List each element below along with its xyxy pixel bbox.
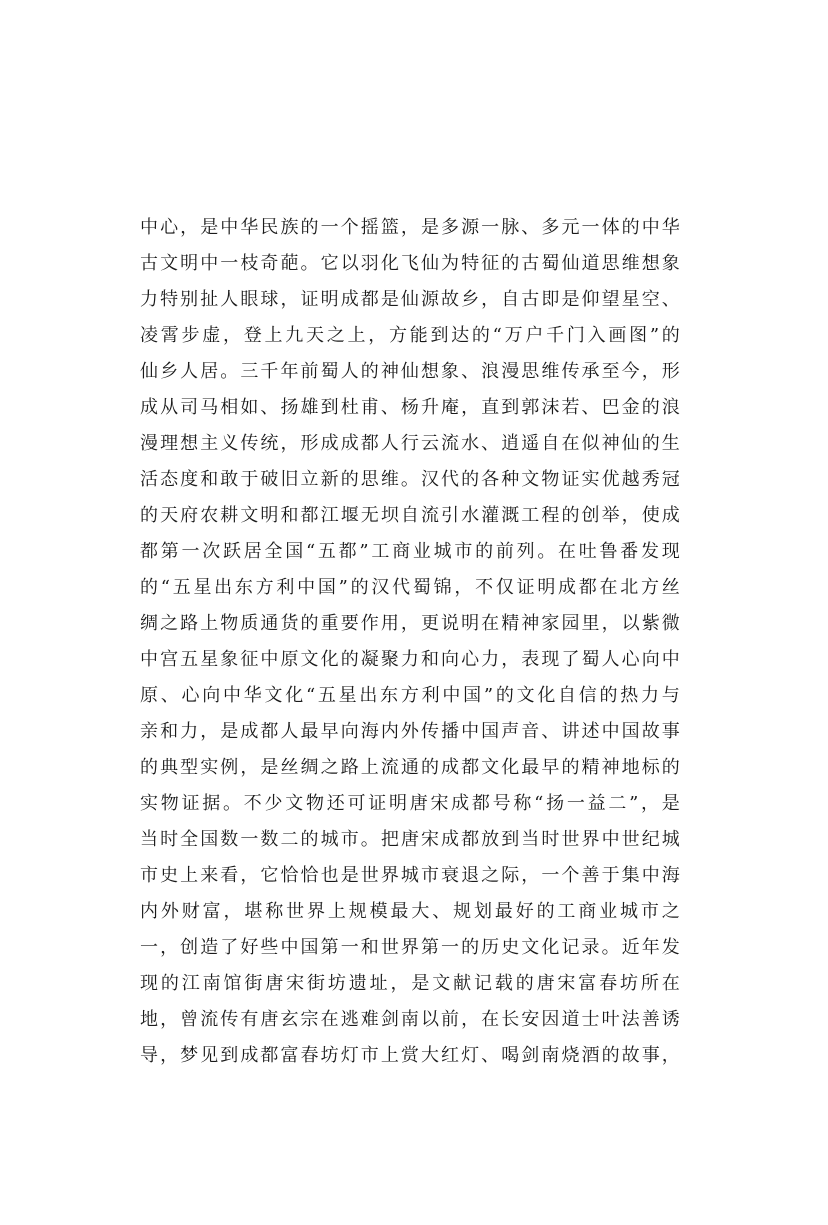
text-line: 原、心向中华文化“五星出东方利中国”的文化自信的热力与 bbox=[140, 685, 680, 706]
text-line: 导，梦见到成都富春坊灯市上赏大红灯、喝剑南烧酒的故事， bbox=[140, 1045, 680, 1066]
text-line: 凌霄步虚，登上九天之上，方能到达的“万户千门入画图”的 bbox=[140, 325, 680, 346]
text-line: 内外财富，堪称世界上规模最大、规划最好的工商业城市之 bbox=[140, 901, 680, 922]
text-line: 成从司马相如、扬雄到杜甫、杨升庵，直到郭沫若、巴金的浪 bbox=[140, 397, 680, 418]
text-line: 活态度和敢于破旧立新的思维。汉代的各种文物证实优越秀冠 bbox=[140, 469, 680, 490]
text-line: 古文明中一枝奇葩。它以羽化飞仙为特征的古蜀仙道思维想象 bbox=[140, 253, 680, 274]
text-line: 亲和力，是成都人最早向海内外传播中国声音、讲述中国故事 bbox=[140, 721, 680, 742]
text-line: 的天府农耕文明和都江堰无坝自流引水灌溉工程的创举，使成 bbox=[140, 505, 680, 526]
text-line: 实物证据。不少文物还可证明唐宋成都号称“扬一益二”，是 bbox=[140, 793, 680, 814]
body-text bbox=[140, 210, 680, 1074]
text-line: 都第一次跃居全国“五都”工商业城市的前列。在吐鲁番发现 bbox=[140, 541, 680, 562]
text-line: 中心，是中华民族的一个摇篮，是多源一脉、多元一体的中华 bbox=[140, 217, 680, 238]
text-line: 一，创造了好些中国第一和世界第一的历史文化记录。近年发 bbox=[140, 937, 680, 958]
text-line: 漫理想主义传统，形成成都人行云流水、逍遥自在似神仙的生 bbox=[140, 433, 680, 454]
text-line: 中宫五星象征中原文化的凝聚力和向心力，表现了蜀人心向中 bbox=[140, 649, 680, 670]
text-line: 仙乡人居。三千年前蜀人的神仙想象、浪漫思维传承至今，形 bbox=[140, 361, 680, 382]
text-line: 的“五星出东方利中国”的汉代蜀锦，不仅证明成都在北方丝 bbox=[140, 577, 680, 598]
text-line: 现的江南馆街唐宋街坊遗址，是文献记载的唐宋富春坊所在 bbox=[140, 973, 680, 994]
text-line: 力特别扯人眼球，证明成都是仙源故乡，自古即是仰望星空、 bbox=[140, 289, 680, 310]
text-line: 的典型实例，是丝绸之路上流通的成都文化最早的精神地标的 bbox=[140, 757, 680, 778]
text-line: 绸之路上物质通货的重要作用，更说明在精神家园里，以紫微 bbox=[140, 613, 680, 634]
text-line: 市史上来看，它恰恰也是世界城市衰退之际，一个善于集中海 bbox=[140, 865, 680, 886]
text-line: 地，曾流传有唐玄宗在逃难剑南以前，在长安因道士叶法善诱 bbox=[140, 1009, 680, 1030]
text-line: 当时全国数一数二的城市。把唐宋成都放到当时世界中世纪城 bbox=[140, 829, 680, 850]
